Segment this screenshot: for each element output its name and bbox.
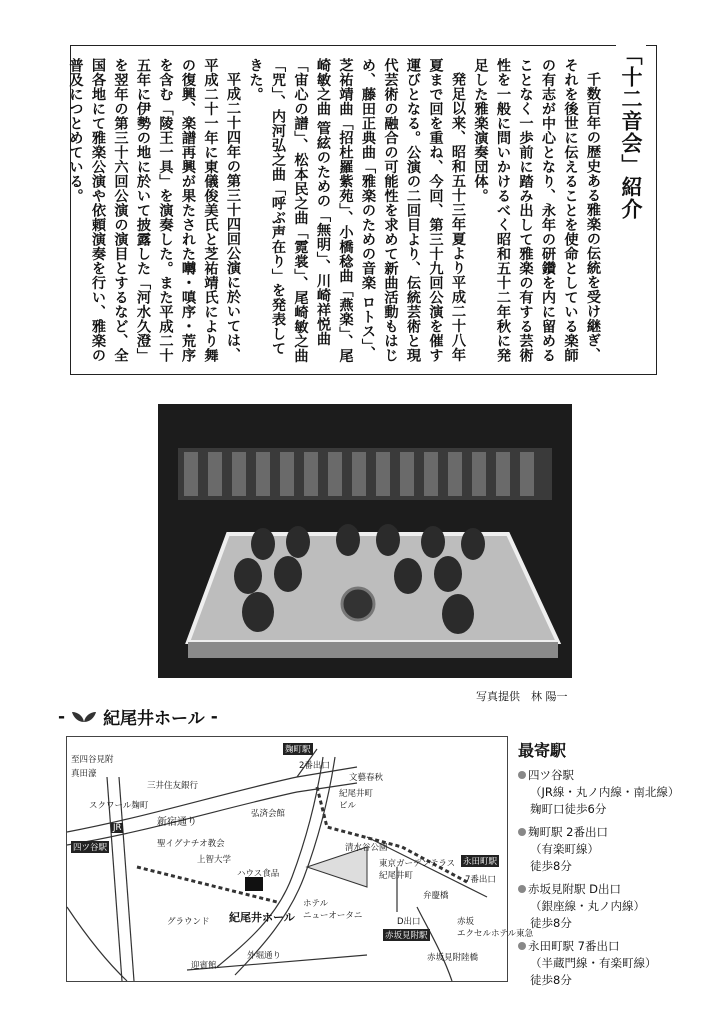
map-label-bunshun: 文藝春秋 xyxy=(349,773,384,783)
map-label-akasaka-exit: D出口 xyxy=(397,917,421,927)
intro-box xyxy=(67,44,657,375)
intro-title: 「十二音会」紹介 xyxy=(616,38,646,226)
map-label-school: スクワール麹町 xyxy=(89,801,149,811)
dash-decoration: - xyxy=(210,706,218,727)
station-item xyxy=(518,881,679,932)
stage-illustration xyxy=(158,404,572,678)
map-label-benkei: 弁慶橋 xyxy=(423,891,449,901)
bullet-icon xyxy=(518,771,526,779)
performance-photo xyxy=(158,404,572,678)
map-label-ground: グラウンド xyxy=(167,917,210,927)
station-name: 四ツ谷駅 xyxy=(528,768,574,782)
dash-decoration: - xyxy=(58,706,66,727)
map-label-excel: 赤坂 エクセルホテル東急 xyxy=(457,917,534,939)
bullet-icon xyxy=(518,885,526,893)
map-label-kioi-bldg: 紀尾井町 ビル xyxy=(339,789,374,811)
intro-paragraph: 千数百年の歴史ある雅楽の伝統を受け継ぎ、それを後世に伝えることを使命としている楽師の有志が中心となり、永年の研鑽を内に留めることなく一歩前に踏み出して雅楽の有する芸術性を一般に問いかけるべく昭和五十二年秋に発足した雅楽演奏団体。 xyxy=(472,58,601,363)
map-label-jr: JR xyxy=(113,823,122,833)
station-lines: （半蔵門線・有楽町線） xyxy=(530,956,657,970)
station-lines: （有楽町線） xyxy=(530,842,599,856)
station-walk: 麹町口徒歩6分 xyxy=(530,802,607,816)
bullet-icon xyxy=(518,942,526,950)
bullet-icon xyxy=(518,828,526,836)
map-label-hotel: ホテル ニューオータニ xyxy=(303,899,363,921)
map-label-house: ハウス食品 xyxy=(237,869,280,879)
station-item xyxy=(518,767,679,818)
map-label-exit7: 7番出口 xyxy=(465,875,496,885)
leaf-icon xyxy=(71,710,97,724)
nearest-stations xyxy=(518,738,679,995)
map-label-river: 真田濠 xyxy=(71,769,97,779)
station-name: 麹町駅 2番出口 xyxy=(528,825,608,839)
map-label-sumitomo: 三井住友銀行 xyxy=(147,781,199,791)
map-label-shinmitsuke: 至四谷見附 xyxy=(71,755,114,765)
map-label-nagatacho: 永田町駅 xyxy=(463,857,498,867)
map-label-akasaka-mitsuke: 赤坂見附駅 xyxy=(385,931,428,941)
map-label-exit2: 2番出口 xyxy=(299,761,330,771)
station-name: 赤坂見附駅 D出口 xyxy=(528,882,622,896)
map-label-garden-terrace: 東京ガーデンテラス 紀尾井町 xyxy=(379,859,456,881)
station-lines: （銀座線・丸ノ内線） xyxy=(530,899,645,913)
station-walk: 徒歩8分 xyxy=(530,916,572,930)
photo-credit: 写真提供 林 陽一 xyxy=(476,690,568,703)
map-label-koudan: 弘済会館 xyxy=(251,809,286,819)
map-label-yotsuya: 四ツ谷駅 xyxy=(73,843,108,853)
station-walk: 徒歩8分 xyxy=(530,973,572,987)
access-map xyxy=(66,736,534,982)
map-label-sophia: 上智大学 xyxy=(197,855,232,865)
hall-heading xyxy=(58,704,218,729)
station-item xyxy=(518,938,679,989)
station-lines: （JR線・丸ノ内線・南北線） xyxy=(530,785,680,799)
intro-paragraph: 発足以来、昭和五十三年夏より平成二十八年夏まで回を重ね、今回、第三十九回公演を催す運びとなる。公演の二回目より、伝統芸術と現代芸術の融合の可能性を求めて新曲活動もはじめ、藤田正典曲「雅楽のための音楽 ロトス」、芝祐靖曲「招杜羅紫苑」、小橋稔曲「燕楽」、尾崎敏之曲 管絃のための「無明」、川崎祥悦曲「宙心の譜」、松本民之曲「霓裳」、尾崎敏之曲「咒」、内河弘之曲「呼ぶ声在り」を発表してきた。 xyxy=(247,58,466,363)
intro-paragraph: 平成二十四年の第三十四回公演に於いては、平成二十一年に東儀俊美氏と芝祐靖氏により舞の復興、楽譜再興が果たされた囀・嗔序・荒序を含む「陵王一具」を演奏した。また平成二十五年に伊勢の地に於いて披露した「河水久澄」を翌年の第三十六回公演の演目とするなど、全国各地にて雅楽公演や依頼演奏を行い、雅楽の普及につとめている。 xyxy=(67,58,241,363)
station-name: 永田町駅 7番出口 xyxy=(528,939,620,953)
station-walk: 徒歩8分 xyxy=(530,859,572,873)
hall-name: 紀尾井ホール xyxy=(103,709,205,729)
map-label-kioi-hall: 紀尾井ホール xyxy=(229,911,295,924)
map-label-akasaka-road: 赤坂見附陸橋 xyxy=(427,953,479,963)
map-label-sotobori: 外堀通り xyxy=(247,951,282,961)
map-label-shimizudani: 清水谷公園 xyxy=(345,843,388,853)
intro-text xyxy=(64,58,604,363)
station-item xyxy=(518,824,679,875)
map-label-kojimachi: 麹町駅 xyxy=(285,745,311,755)
map-label-geihinkan: 迎賓館 xyxy=(191,961,217,971)
map-label-shinjuku-st: 新宿通り xyxy=(157,817,197,828)
stations-heading: 最寄駅 xyxy=(518,741,567,760)
map-label-ignatius: 聖イグナチオ教会 xyxy=(157,839,225,849)
